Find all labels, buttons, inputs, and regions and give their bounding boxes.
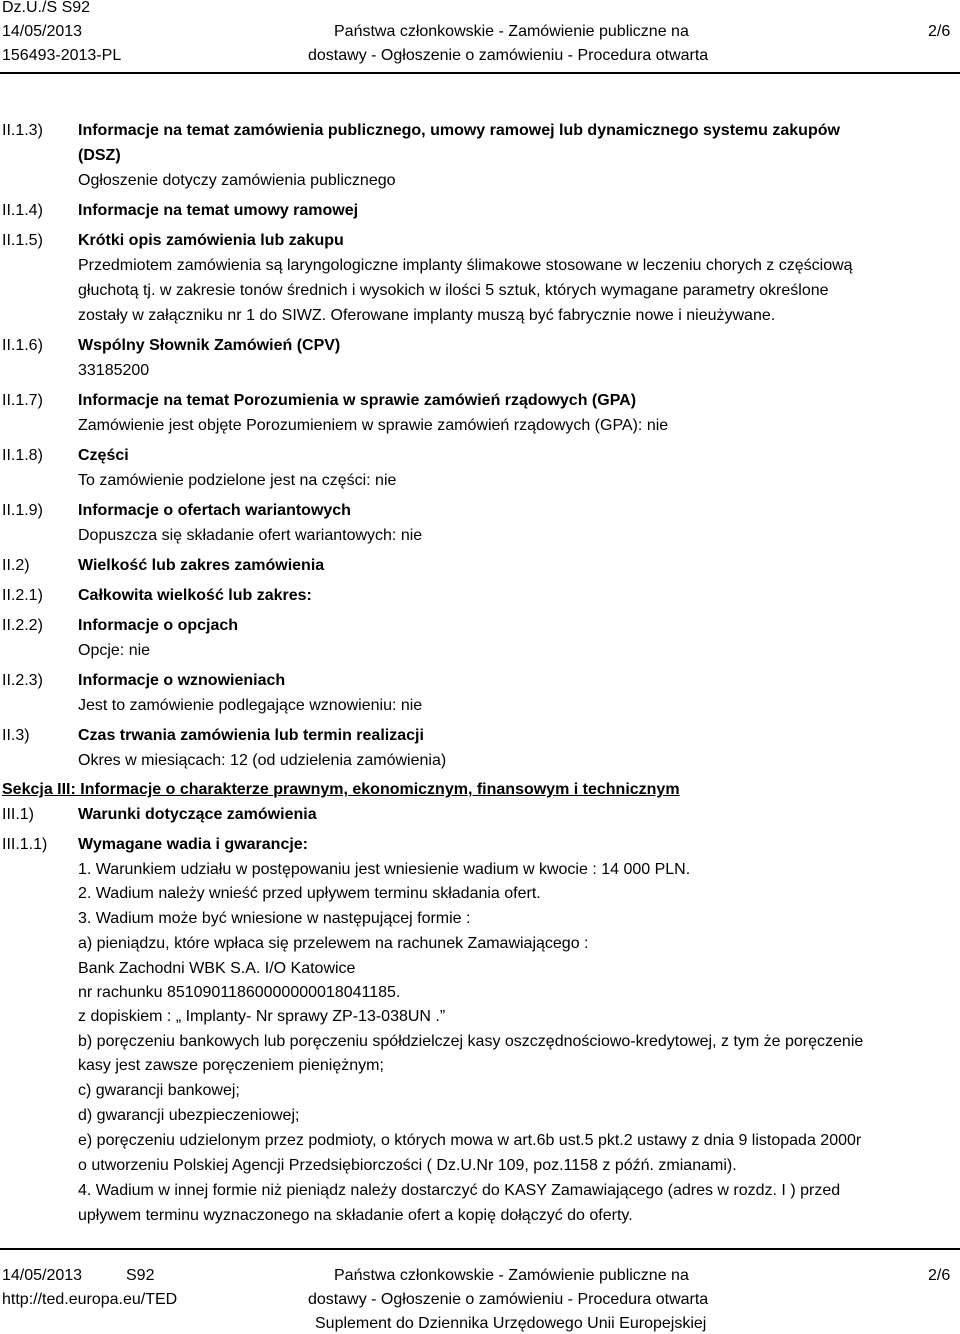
header-page-number: 2/6 xyxy=(928,23,951,40)
heading-options: Informacje o opcjach xyxy=(78,617,239,634)
header-date: 14/05/2013 xyxy=(2,23,83,40)
item-number: II.1.3) xyxy=(2,122,43,139)
item-number: II.2.1) xyxy=(2,587,43,604)
duration-text: Okres w miesiącach: 12 (od udzielenia zamówienia) xyxy=(78,752,447,769)
deposit-line: nr rachunku 85109011860000000018041185. xyxy=(78,984,401,1001)
heading-renewals: Informacje o wznowieniach xyxy=(78,672,286,689)
section-iii-title: Sekcja III: Informacje o charakterze prawnym, ekonomicznym, finansowym i technicznym xyxy=(2,781,680,798)
heading-framework: Informacje na temat umowy ramowej xyxy=(78,202,359,219)
item-number: III.1.1) xyxy=(2,836,48,853)
item-number: II.1.8) xyxy=(2,447,43,464)
heading-scope: Wielkość lub zakres zamówienia xyxy=(78,557,325,574)
lots-text: To zamówienie podzielone jest na części: nie xyxy=(78,472,397,489)
heading-conditions: Warunki dotyczące zamówienia xyxy=(78,806,317,823)
variants-text: Dopuszcza się składanie ofert wariantowych: nie xyxy=(78,527,423,544)
header-doc-id: 156493-2013-PL xyxy=(2,47,122,64)
item-number: II.2.3) xyxy=(2,672,43,689)
item-number: II.1.7) xyxy=(2,392,43,409)
item-number: II.3) xyxy=(2,727,30,744)
header-title-line1: Państwa członkowskie - Zamówienie publiczne na xyxy=(334,23,689,40)
options-text: Opcje: nie xyxy=(78,642,151,659)
heading-variants: Informacje o ofertach wariantowych xyxy=(78,502,351,519)
deposit-line: 2. Wadium należy wnieść przed upływem terminu składania ofert. xyxy=(78,885,541,902)
deposit-line: o utworzeniu Polskiej Agencji Przedsiębiorczości ( Dz.U.Nr 109, poz.1158 z późń. zmianami). xyxy=(78,1157,737,1174)
journal-ref: Dz.U./S S92 xyxy=(2,0,91,16)
gpa-text: Zamówienie jest objęte Porozumieniem w sprawie zamówień rządowych (GPA): nie xyxy=(78,417,669,434)
item-number: III.1) xyxy=(2,806,35,823)
heading-deposits: Wymagane wadia i gwarancje: xyxy=(78,836,309,853)
description-line: Przedmiotem zamówienia są laryngologiczne implanty ślimakowe stosowane w leczeniu chorych z częściową xyxy=(78,257,853,274)
heading-contract-info: Informacje na temat zamówienia publicznego, umowy ramowej lub dynamicznego systemu zakupów xyxy=(78,122,840,139)
deposit-line: kasy jest zawsze poręczeniem pieniężnym; xyxy=(78,1057,384,1074)
deposit-line: Bank Zachodni WBK S.A. I/O Katowice xyxy=(78,960,356,977)
footer-title-line1: Państwa członkowskie - Zamówienie publiczne na xyxy=(334,1267,689,1284)
deposit-line: z dopiskiem : „ Implanty- Nr sprawy ZP-13-038UN .” xyxy=(78,1008,446,1025)
heading-total-quantity: Całkowita wielkość lub zakres: xyxy=(78,587,312,604)
deposit-line: b) poręczeniu bankowych lub poręczeniu spółdzielczej kasy oszczędnościowo-kredytowej, z tym że poręczenie xyxy=(78,1033,864,1050)
deposit-line: d) gwarancji ubezpieczeniowej; xyxy=(78,1107,300,1124)
heading-contract-info-cont: (DSZ) xyxy=(78,147,121,164)
footer-title-line2: dostawy - Ogłoszenie o zamówieniu - Procedura otwarta xyxy=(308,1291,709,1308)
deposit-line: e) poręczeniu udzielonym przez podmioty, o których mowa w art.6b ust.5 pkt.2 ustawy z dnia 9 listopada 2000r xyxy=(78,1132,862,1149)
item-number: II.2.2) xyxy=(2,617,43,634)
deposit-line: upływem terminu wyznaczonego na składanie ofert a kopię dołączyć do oferty. xyxy=(78,1207,633,1224)
header-title-line2: dostawy - Ogłoszenie o zamówieniu - Procedura otwarta xyxy=(308,47,709,64)
item-number: II.1.4) xyxy=(2,202,43,219)
deposit-line: a) pieniądzu, które wpłaca się przelewem na rachunek Zamawiającego : xyxy=(78,935,589,952)
item-number: II.1.6) xyxy=(2,337,43,354)
footer-series: S92 xyxy=(126,1267,155,1284)
deposit-line: 3. Wadium może być wniesione w następującej formie : xyxy=(78,910,471,927)
description-line: głuchotą tj. w zakresie tonów średnich i wysokich w ilości 5 sztuk, których wymagane parametry określone xyxy=(78,282,829,299)
footer-title-line3: Suplement do Dziennika Urzędowego Unii Europejskiej xyxy=(315,1315,707,1332)
heading-gpa: Informacje na temat Porozumienia w sprawie zamówień rządowych (GPA) xyxy=(78,392,637,409)
item-number: II.2) xyxy=(2,557,30,574)
deposit-line: 1. Warunkiem udziału w postępowaniu jest wniesienie wadium w kwocie : 14 000 PLN. xyxy=(78,861,691,878)
renewals-text: Jest to zamówienie podlegające wznowieniu: nie xyxy=(78,697,423,714)
footer-rule xyxy=(0,1248,960,1250)
footer-url: http://ted.europa.eu/TED xyxy=(2,1291,178,1308)
heading-lots: Części xyxy=(78,447,129,464)
footer-date: 14/05/2013 xyxy=(2,1267,83,1284)
heading-short-description: Krótki opis zamówienia lub zakupu xyxy=(78,232,344,249)
contract-info-text: Ogłoszenie dotyczy zamówienia publicznego xyxy=(78,172,396,189)
heading-cpv: Wspólny Słownik Zamówień (CPV) xyxy=(78,337,341,354)
item-number: II.1.5) xyxy=(2,232,43,249)
header-rule xyxy=(0,72,960,74)
deposit-line: 4. Wadium w innej formie niż pieniądz należy dostarczyć do KASY Zamawiającego (adres w rozdz. I ) przed xyxy=(78,1182,841,1199)
footer-page-number: 2/6 xyxy=(928,1267,951,1284)
description-line: zostały w załączniku nr 1 do SIWZ. Oferowane implanty muszą być fabrycznie nowe i nieużywane. xyxy=(78,307,776,324)
heading-duration: Czas trwania zamówienia lub termin realizacji xyxy=(78,727,424,744)
deposit-line: c) gwarancji bankowej; xyxy=(78,1082,240,1099)
cpv-code: 33185200 xyxy=(78,362,150,379)
item-number: II.1.9) xyxy=(2,502,43,519)
